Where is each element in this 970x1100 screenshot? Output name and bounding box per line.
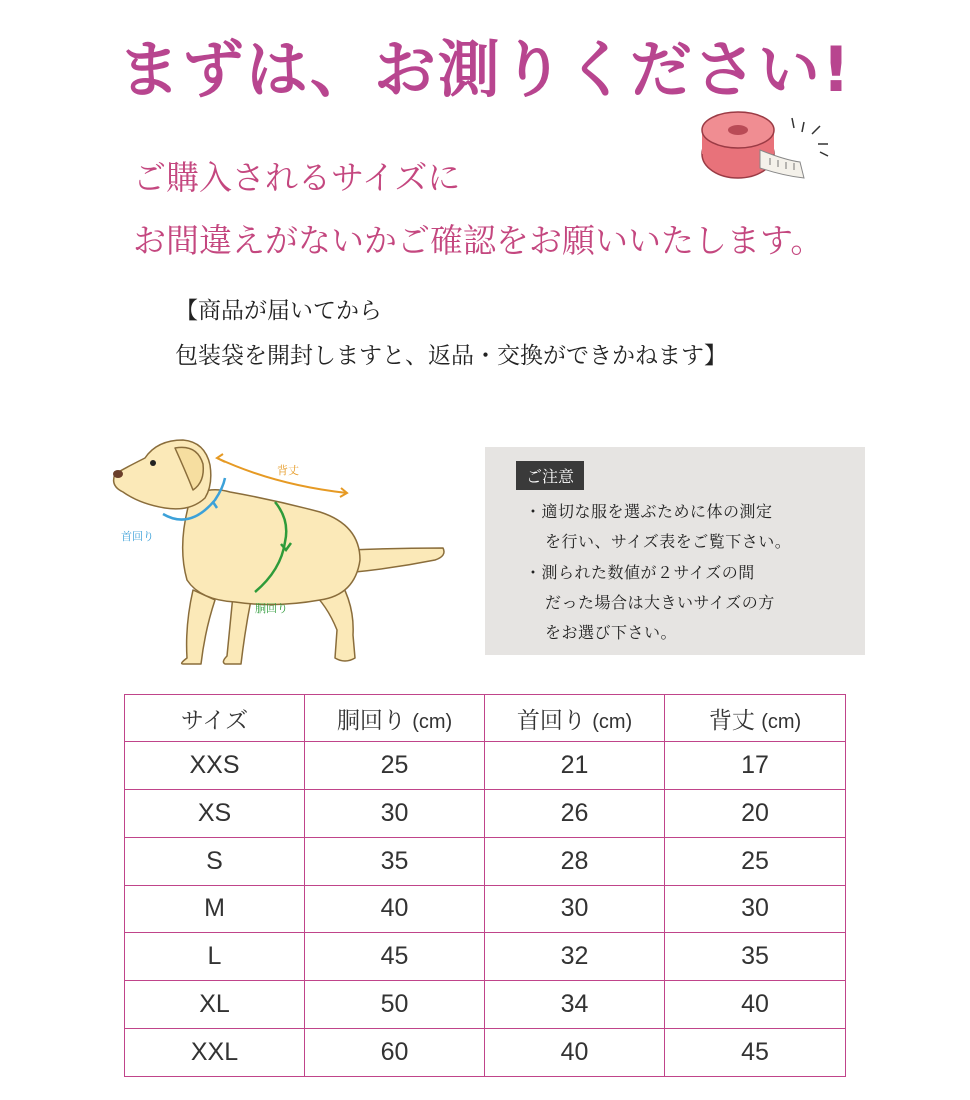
caution-line: をお選び下さい。: [545, 623, 678, 642]
size-cell: XL: [125, 981, 305, 1029]
size-table: [124, 694, 846, 1077]
caution-line: を行い、サイズ表をご覧下さい。: [545, 532, 792, 551]
table-row: [125, 1029, 846, 1077]
back-cell: 40: [665, 981, 846, 1029]
dog-eye: [150, 460, 156, 466]
neck-cell: 34: [485, 981, 665, 1029]
table-row: [125, 885, 846, 933]
lead-line-2: お間違えがないかご確認をお願いいたします。: [133, 221, 824, 260]
size-cell: M: [125, 885, 305, 933]
back-label: 背丈: [277, 464, 299, 477]
waist-cell: 30: [305, 789, 485, 837]
back-cell: 25: [665, 837, 846, 885]
caution-line: ・測られた数値が２サイズの間: [525, 563, 755, 582]
back-cell: 17: [665, 742, 846, 790]
notice-line-1: 【商品が届いてから: [175, 298, 382, 324]
table-row: [125, 742, 846, 790]
size-cell: XXS: [125, 742, 305, 790]
table-header-row: [125, 695, 846, 742]
neck-cell: 21: [485, 742, 665, 790]
header-back: [665, 695, 846, 742]
caution-line: ・適切な服を選ぶために体の測定: [525, 502, 773, 521]
header-unit: (cm): [761, 710, 802, 733]
header-label: 首回り: [516, 706, 586, 733]
size-cell: L: [125, 933, 305, 981]
size-cell: S: [125, 837, 305, 885]
header-label: 胴回り: [336, 706, 406, 733]
page-title: まずは、お測りください!: [117, 33, 853, 106]
waist-cell: 45: [305, 933, 485, 981]
caution-panel: [485, 447, 865, 655]
table-row: [125, 789, 846, 837]
waist-cell: 60: [305, 1029, 485, 1077]
neck-cell: 40: [485, 1029, 665, 1077]
size-cell: XS: [125, 789, 305, 837]
caution-line: だった場合は大きいサイズの方: [545, 593, 775, 612]
header-unit: (cm): [412, 710, 453, 733]
lead-line-1: ご購入されるサイズに: [133, 158, 461, 197]
neck-cell: 28: [485, 837, 665, 885]
back-cell: 30: [665, 885, 846, 933]
header-size: [125, 695, 305, 742]
dog-nose: [113, 470, 123, 478]
back-cell: 20: [665, 789, 846, 837]
header-label: サイズ: [180, 706, 249, 733]
size-cell: XXL: [125, 1029, 305, 1077]
header-waist: [305, 695, 485, 742]
waist-label: 胴回り: [255, 602, 288, 615]
waist-cell: 40: [305, 885, 485, 933]
neck-cell: 26: [485, 789, 665, 837]
table-row: [125, 981, 846, 1029]
measuring-tape-icon: [700, 110, 840, 190]
table-row: [125, 933, 846, 981]
notice-line-2: 包装袋を開封しますと、返品・交換ができかねます】: [175, 343, 727, 369]
header-neck: [485, 695, 665, 742]
header-unit: (cm): [592, 710, 633, 733]
waist-cell: 50: [305, 981, 485, 1029]
back-cell: 45: [665, 1029, 846, 1077]
neck-label: 首回り: [121, 530, 154, 543]
caution-label: ご注意: [516, 461, 584, 490]
neck-cell: 30: [485, 885, 665, 933]
dog-measurement-diagram: [105, 430, 465, 675]
waist-cell: 25: [305, 742, 485, 790]
header-label: 背丈: [708, 706, 755, 733]
table-row: [125, 837, 846, 885]
waist-cell: 35: [305, 837, 485, 885]
back-cell: 35: [665, 933, 846, 981]
neck-cell: 32: [485, 933, 665, 981]
